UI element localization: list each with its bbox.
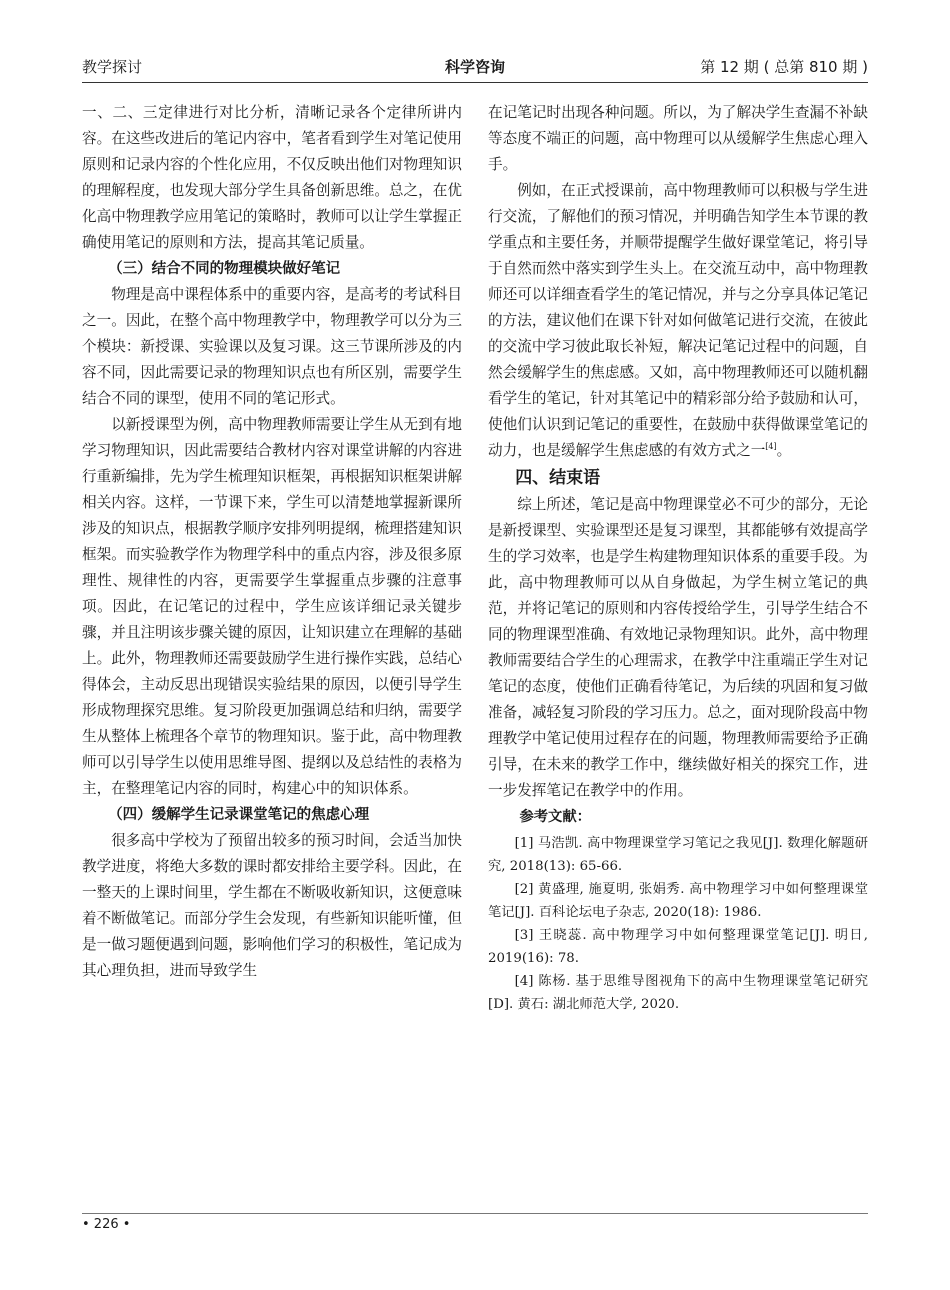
paragraph: 一、二、三定律进行对比分析，清晰记录各个定律所讲内容。在这些改进后的笔记内容中，笔者看到学生对笔记使用原则和记录内容的个性化应用，不仅反映出他们对物理知识的理解程度，也发现大部分学生具备创新思维。总之，在优化高中物理教学应用笔记的策略时，教师可以让学生掌握正确使用笔记的原则和方法，提高其笔记质量。	[82, 104, 462, 251]
paragraph: 物理是高中课程体系中的重要内容，是高考的考试科目之一。因此，在整个高中物理教学中，物理教学可以分为三个模块：新授课、实验课以及复习课。这三节课所涉及的内容不同，因此需要记录的物理知识点也有所区别，需要学生结合不同的课型，使用不同的笔记形式。	[82, 286, 462, 407]
reference-list	[488, 832, 868, 1016]
header-issue-number: 第 12 期 ( 总第 810 期 )	[700, 58, 868, 76]
reference-item: [4] 陈杨. 基于思维导图视角下的高中生物理课堂笔记研究[D]. 黄石: 湖北师范大学, 2020.	[488, 974, 868, 1012]
page-number: • 226 •	[82, 1217, 131, 1232]
reference-item: [3] 王晓蕊. 高中物理学习中如何整理课堂笔记[J]. 明日, 2019(16): 78.	[488, 928, 868, 966]
subsection-heading-4: （四）缓解学生记录课堂笔记的焦虑心理	[108, 807, 370, 823]
section-heading-conclusion: 四、结束语	[515, 468, 601, 488]
paragraph: 综上所述，笔记是高中物理课堂必不可少的部分，无论是新授课型、实验课型还是复习课型，其都能够有效提高学生的学习效率，也是学生构建物理知识体系的重要手段。为此，高中物理教师可以从自身做起，为学生树立笔记的典范，并将记笔记的原则和内容传授给学生，引导学生结合不同的物理课型准确、有效地记录物理知识。此外，高中物理教师需要结合学生的心理需求，在教学中注重端正学生对记笔记的态度，使他们正确看待笔记，为后续的巩固和复习做准备，减轻复习阶段的学习压力。总之，面对现阶段高中物理教学中笔记使用过程存在的问题，物理教师需要给予正确引导，在未来的教学工作中，继续做好相关的探究工作，进一步发挥笔记在教学中的作用。	[488, 496, 868, 799]
paragraph-end: 。	[776, 442, 792, 459]
subsection-heading-3: （三）结合不同的物理模块做好笔记	[108, 261, 341, 277]
paragraph: 很多高中学校为了预留出较多的预习时间，会适当加快教学进度，将绝大多数的课时都安排给主要学科。因此，在一整天的上课时间里，学生都在不断吸收新知识，这便意味着不断做笔记。而部分学生会发现，有些新知识能听懂，但是一做习题便遇到问题，影响他们学习的积极性，笔记成为其心理负担，进而导致学生	[82, 832, 462, 979]
right-column	[488, 100, 868, 1016]
header-journal-title: 科学咨询	[444, 58, 505, 76]
paragraph: 在记笔记时出现各种问题。所以，为了解决学生查漏不补缺等态度不端正的问题，高中物理可以从缓解学生焦虑心理入手。	[488, 104, 868, 173]
running-header	[82, 52, 868, 80]
citation-marker[interactable]: [4]	[765, 442, 777, 452]
left-column	[82, 100, 462, 984]
footer-divider	[82, 1213, 868, 1214]
header-section-label: 教学探讨	[82, 58, 143, 76]
reference-item: [2] 黄盛理, 施夏明, 张娟秀. 高中物理学习中如何整理课堂笔记[J]. 百科论坛电子杂志, 2020(18): 1986.	[488, 882, 868, 920]
reference-item: [1] 马浩凯. 高中物理课堂学习笔记之我见[J]. 数理化解题研究, 2018(13): 65-66.	[488, 836, 868, 874]
paragraph: 以新授课型为例，高中物理教师需要让学生从无到有地学习物理知识，因此需要结合教材内容对课堂讲解的内容进行重新编排，先为学生梳理知识框架，再根据知识框架讲解相关内容。这样，一节课下来，学生可以清楚地掌握新课所涉及的知识点，根据教学顺序安排列明提纲，梳理搭建知识框架。而实验教学作为物理学科中的重点内容，涉及很多原理性、规律性的内容，更需要学生掌握重点步骤的注意事项。因此，在记笔记的过程中，学生应该详细记录关键步骤，并且注明该步骤关键的原因，让知识建立在理解的基础上。此外，物理教师还需要鼓励学生进行操作实践，总结心得体会，主动反思出现错误实验结果的原因，以便引导学生形成物理探究思维。复习阶段更加强调总结和归纳，需要学生从整体上梳理各个章节的物理知识。鉴于此，高中物理教师可以引导学生以使用思维导图、提纲以及总结性的表格为主，在整理笔记内容的同时，构建心中的知识体系。	[82, 416, 462, 797]
header-divider	[82, 82, 868, 83]
references-heading: 参考文献：	[519, 809, 591, 825]
paragraph	[488, 178, 868, 464]
paragraph-text: 例如，在正式授课前，高中物理教师可以积极与学生进行交流，了解他们的预习情况，并明确告知学生本节课的教学重点和主要任务，并顺带提醒学生做好课堂笔记，将引导于自然而然中落实到学生头上。在交流互动中，高中物理教师还可以详细查看学生的笔记情况，并与之分享具体记笔记的方法，建议他们在课下针对如何做笔记进行交流，在彼此的交流中学习彼此取长补短，解决记笔记过程中的问题，自然会缓解学生的焦虑感。又如，高中物理教师还可以随机翻看学生的笔记，针对其笔记中的精彩部分给予鼓励和认可，使他们认识到记笔记的重要性，在鼓励中获得做课堂笔记的动力，也是缓解学生焦虑感的有效方式之一	[488, 182, 868, 459]
